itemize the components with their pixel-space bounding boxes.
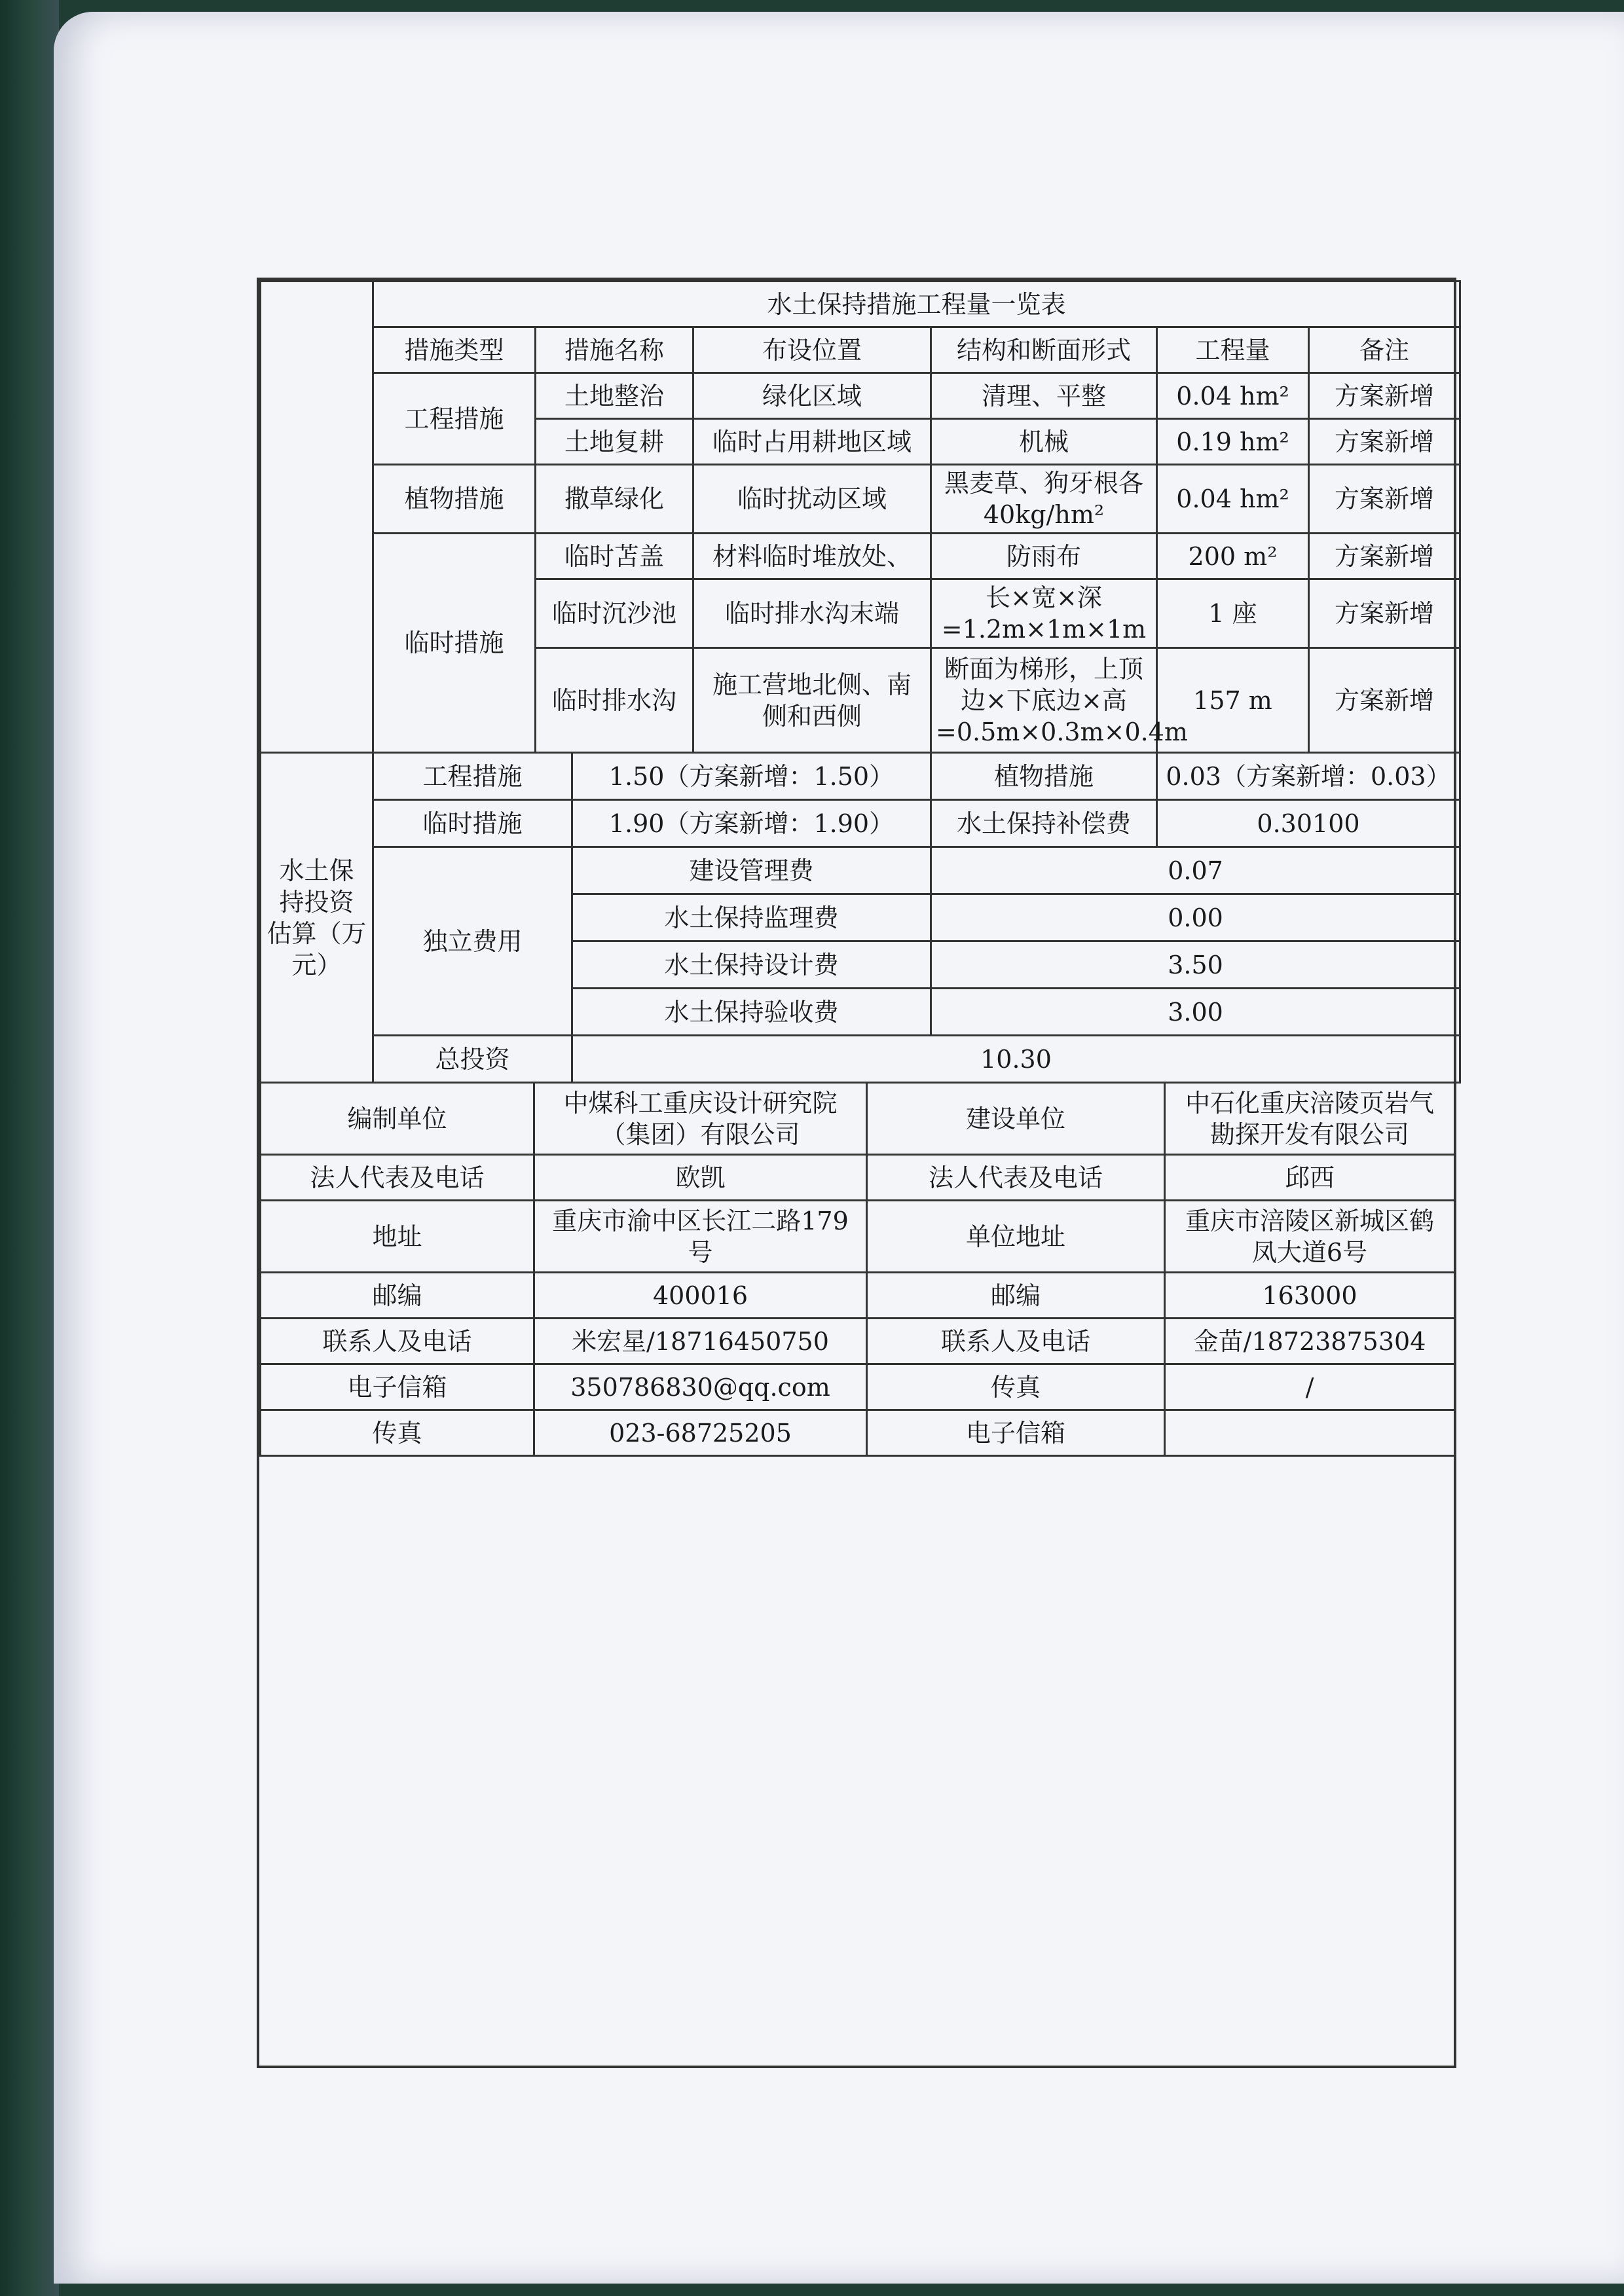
email-label: 电子信箱 — [261, 1364, 534, 1410]
compensation-label: 水土保持补偿费 — [931, 800, 1157, 847]
header-type: 措施类型 — [373, 327, 536, 373]
fee-value: 0.00 — [931, 894, 1460, 941]
measure-note: 方案新增 — [1309, 579, 1460, 648]
fee-value: 3.00 — [931, 989, 1460, 1036]
address-value — [1165, 1201, 1455, 1273]
plant-value: 0.03（方案新增：0.03） — [1157, 753, 1460, 800]
measure-form — [931, 465, 1157, 534]
location-line: 施工营地北侧、南 — [712, 670, 912, 699]
zip-value: 163000 — [1165, 1273, 1455, 1319]
compiler-line: 中煤科工重庆设计研究院 — [563, 1088, 838, 1118]
table-title: 水土保持措施工程量一览表 — [373, 282, 1460, 327]
fax-value: 023-68725205 — [534, 1410, 867, 1456]
measure-name: 临时排水沟 — [536, 648, 693, 753]
address-line: 凤大道6号 — [1251, 1237, 1368, 1267]
measure-note: 方案新增 — [1309, 465, 1460, 534]
measure-name: 土地复耕 — [536, 419, 693, 465]
total-label: 总投资 — [373, 1036, 572, 1083]
builder-value — [1165, 1083, 1455, 1155]
rep-value: 邱西 — [1165, 1155, 1455, 1201]
measure-name: 撒草绿化 — [536, 465, 693, 534]
header-note: 备注 — [1309, 327, 1460, 373]
measure-qty: 200 m² — [1157, 534, 1309, 579]
builder-label: 建设单位 — [867, 1083, 1165, 1155]
header-name: 措施名称 — [536, 327, 693, 373]
investment-label-line: 估算（万 — [267, 919, 367, 948]
fee-value: 0.07 — [931, 847, 1460, 894]
fax-label: 传真 — [867, 1364, 1165, 1410]
location-line: 侧和西侧 — [762, 701, 862, 731]
contact-label: 联系人及电话 — [867, 1319, 1165, 1364]
temporary-value: 1.90（方案新增：1.90） — [572, 800, 931, 847]
measure-qty: 1 座 — [1157, 579, 1309, 648]
investment-label-line: 水土保 — [279, 856, 354, 885]
plant-label: 植物措施 — [931, 753, 1157, 800]
compensation-value: 0.30100 — [1157, 800, 1460, 847]
form-line: 断面为梯形，上顶 — [944, 654, 1143, 683]
form-line: =0.5m×0.3m×0.4m — [936, 717, 1188, 746]
measure-location: 绿化区域 — [693, 373, 931, 419]
fee-label: 水土保持监理费 — [572, 894, 931, 941]
measure-location: 临时占用耕地区域 — [693, 419, 931, 465]
scan-binding-edge — [0, 0, 59, 2296]
builder-line: 中石化重庆涪陵页岩气 — [1185, 1088, 1434, 1118]
measure-note: 方案新增 — [1309, 419, 1460, 465]
form-line: =1.2m×1m×1m — [941, 615, 1147, 644]
measure-form: 机械 — [931, 419, 1157, 465]
measure-name: 土地整治 — [536, 373, 693, 419]
address-label: 单位地址 — [867, 1201, 1165, 1273]
address-line: 重庆市渝中区长江二路179 — [552, 1206, 849, 1235]
compiler-line: （集团）有限公司 — [600, 1120, 800, 1149]
independent-label: 独立费用 — [373, 847, 572, 1036]
investment-label — [261, 753, 373, 1083]
measure-location: 临时排水沟末端 — [693, 579, 931, 648]
builder-line: 勘探开发有限公司 — [1209, 1120, 1409, 1149]
measure-form — [931, 579, 1157, 648]
type-temporary: 临时措施 — [373, 534, 536, 753]
rep-label: 法人代表及电话 — [261, 1155, 534, 1201]
fee-label: 水土保持设计费 — [572, 941, 931, 989]
measure-name: 临时苫盖 — [536, 534, 693, 579]
rep-value: 欧凯 — [534, 1155, 867, 1201]
contact-value: 米宏星/18716450750 — [534, 1319, 867, 1364]
fee-label: 建设管理费 — [572, 847, 931, 894]
measure-qty: 157 m — [1157, 648, 1309, 753]
address-line: 重庆市涪陵区新城区鹤 — [1185, 1206, 1434, 1235]
email-value: 350786830@qq.com — [534, 1364, 867, 1410]
email-label: 电子信箱 — [867, 1410, 1165, 1456]
header-location: 布设位置 — [693, 327, 931, 373]
engineering-value: 1.50（方案新增：1.50） — [572, 753, 931, 800]
header-form: 结构和断面形式 — [931, 327, 1157, 373]
form-table — [257, 278, 1456, 2068]
type-engineering: 工程措施 — [373, 373, 536, 465]
measure-note: 方案新增 — [1309, 534, 1460, 579]
measure-qty: 0.19 hm² — [1157, 419, 1309, 465]
fax-label: 传真 — [261, 1410, 534, 1456]
document-page — [54, 12, 1624, 2284]
measure-form: 防雨布 — [931, 534, 1157, 579]
fee-value: 3.50 — [931, 941, 1460, 989]
measure-name: 临时沉沙池 — [536, 579, 693, 648]
address-line: 号 — [688, 1237, 713, 1267]
measure-note: 方案新增 — [1309, 373, 1460, 419]
compiler-label: 编制单位 — [261, 1083, 534, 1155]
measure-qty: 0.04 hm² — [1157, 465, 1309, 534]
rep-label: 法人代表及电话 — [867, 1155, 1165, 1201]
investment-label-line: 持投资 — [279, 887, 354, 917]
contact-label: 联系人及电话 — [261, 1319, 534, 1364]
measure-note: 方案新增 — [1309, 648, 1460, 753]
form-line: 黑麦草、狗牙根各 — [944, 469, 1143, 498]
form-line: 边×下底边×高 — [961, 685, 1127, 715]
blank-left-cell — [261, 282, 373, 753]
measure-location: 材料临时堆放处、 — [693, 534, 931, 579]
contact-value: 金苗/18723875304 — [1165, 1319, 1455, 1364]
form-line: 40kg/hm² — [983, 500, 1105, 529]
investment-label-line: 元） — [291, 950, 342, 979]
email-value — [1165, 1410, 1455, 1456]
address-label: 地址 — [261, 1201, 534, 1273]
measure-qty: 0.04 hm² — [1157, 373, 1309, 419]
total-value: 10.30 — [572, 1036, 1460, 1083]
fax-value: / — [1165, 1364, 1455, 1410]
measure-form: 清理、平整 — [931, 373, 1157, 419]
measure-location: 临时扰动区域 — [693, 465, 931, 534]
address-value — [534, 1201, 867, 1273]
engineering-label: 工程措施 — [373, 753, 572, 800]
compiler-value — [534, 1083, 867, 1155]
measure-form — [931, 648, 1188, 753]
zip-value: 400016 — [534, 1273, 867, 1319]
type-plant: 植物措施 — [373, 465, 536, 534]
zip-label: 邮编 — [867, 1273, 1165, 1319]
fee-label: 水土保持验收费 — [572, 989, 931, 1036]
temporary-label: 临时措施 — [373, 800, 572, 847]
measure-location — [693, 648, 931, 753]
zip-label: 邮编 — [261, 1273, 534, 1319]
form-line: 长×宽×深 — [986, 583, 1102, 612]
header-qty: 工程量 — [1157, 327, 1309, 373]
